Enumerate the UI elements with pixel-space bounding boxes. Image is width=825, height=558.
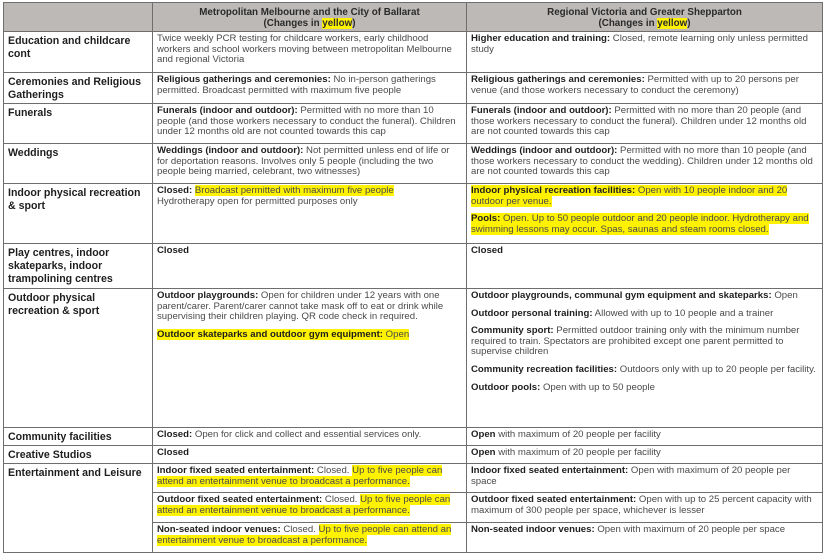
paragraph: [471, 146, 818, 178]
category-cell: Indoor physical recreation & sport: [4, 184, 153, 244]
text-segment: Outdoors only with up to 20 people per facility.: [617, 363, 816, 375]
regional-cell: [467, 184, 823, 244]
paragraph: [471, 291, 818, 302]
category-cell: Weddings: [4, 144, 153, 184]
text-segment: Up to five people can attend an entertainment venue to broadcast a performance.: [157, 494, 451, 516]
category-cell: Funerals: [4, 104, 153, 144]
text-segment: Allowed with up to 10 people and a trainer: [592, 307, 774, 319]
text-segment: Open for click and collect and essential services only.: [192, 429, 422, 440]
metro-cell: [153, 428, 467, 446]
table-row: [4, 104, 823, 144]
paragraph: [471, 365, 818, 376]
header-row: [4, 3, 823, 32]
bold-label: Closed: [157, 447, 189, 458]
text-segment: Open with up to 50 people: [540, 381, 655, 393]
bold-label: Outdoor fixed seated entertainment:: [157, 494, 323, 505]
category-cell: Community facilities: [4, 428, 153, 446]
regional-cell: [467, 104, 823, 144]
paragraph: [471, 106, 818, 138]
paragraph: [471, 383, 818, 394]
header-category: [4, 3, 153, 32]
restrictions-table: [3, 2, 823, 553]
regional-cell: [467, 32, 823, 73]
text-segment: Open with maximum of 20 people per space: [594, 524, 786, 535]
bold-label: Funerals (indoor and outdoor):: [157, 105, 298, 116]
regional-cell: [467, 244, 823, 289]
header-regional-yellow: yellow: [657, 17, 688, 29]
regional-cell: [467, 464, 823, 493]
bold-label: Open: [471, 447, 496, 458]
bold-label: Community sport:: [471, 325, 554, 337]
table-row: [4, 184, 823, 244]
bold-label: Religious gatherings and ceremonies:: [157, 74, 331, 85]
header-metro-yellow: yellow: [322, 17, 353, 29]
bold-label: Outdoor playgrounds:: [157, 290, 259, 301]
metro-cell: [153, 32, 467, 73]
table-row: [4, 446, 823, 464]
category-cell: Play centres, indoor skateparks, indoor trampolining centres: [4, 244, 153, 289]
text-segment: Open with 10 people indoor and 20 outdoor per venue.: [471, 185, 788, 207]
bold-label: Community recreation facilities:: [471, 363, 618, 375]
text-segment: Open: [771, 290, 798, 301]
paragraph: [471, 246, 818, 257]
regional-cell: [467, 144, 823, 184]
bold-label: Outdoor personal training:: [471, 307, 593, 319]
text-segment: Up to five people can attend an entertainment venue to broadcast a performance.: [157, 465, 443, 487]
bold-label: Closed: [157, 245, 189, 256]
paragraph: [157, 495, 462, 516]
paragraph: [157, 146, 462, 178]
text-segment: with maximum of 20 people per facility: [495, 429, 661, 440]
category-cell: Outdoor physical recreation & sport: [4, 289, 153, 428]
text-segment: Permitted with no more than 10 people (and those workers necessary to conduct the funeral). Children under 12 months old are not counted towards this cap: [157, 105, 456, 138]
metro-cell: [153, 493, 467, 523]
category-cell: Education and childcare cont: [4, 32, 153, 73]
bold-label: Funerals (indoor and outdoor):: [471, 105, 612, 116]
text-segment: Open with up to 25 percent capacity with maximum of 300 people per space, whichever is lesser: [471, 494, 812, 516]
bold-label: Religious gatherings and ceremonies:: [471, 74, 645, 85]
metro-cell: [153, 289, 467, 428]
bold-label: Weddings (indoor and outdoor):: [471, 145, 618, 156]
text-segment: Permitted outdoor training only with the minimum number required to train. Spectators are prohibited except one parent permitted to supervise children: [471, 325, 800, 358]
paragraph: [471, 309, 818, 320]
table-row: [4, 464, 823, 493]
header-metro-title: Metropolitan Melbourne and the City of Ballarat: [199, 6, 420, 18]
metro-cell: [153, 73, 467, 104]
text-segment: Broadcast permitted with maximum five people: [194, 185, 394, 196]
bold-label: Outdoor skateparks and outdoor gym equipment:: [157, 328, 384, 340]
paragraph: [157, 34, 462, 66]
header-regional: [467, 3, 823, 32]
paragraph: [471, 75, 818, 96]
regional-cell: [467, 493, 823, 523]
text-segment: Hydrotherapy open for permitted purposes only: [157, 195, 358, 207]
paragraph: [157, 75, 462, 96]
table-row: [4, 144, 823, 184]
text-segment: Open with maximum of 20 people per space: [471, 465, 791, 487]
header-metro: [153, 3, 467, 32]
regional-cell: [467, 523, 823, 553]
text-segment: Permitted with no more than 20 people (and those workers necessary to conduct the funeral). Children under 12 months old are not counted towards this cap: [471, 105, 807, 138]
text-segment: Permitted with up to 20 persons per venue (and those workers necessary to conduct the ceremony): [471, 74, 799, 96]
paragraph: [157, 246, 462, 257]
paragraph: [157, 430, 462, 441]
text-segment: Open: [383, 328, 410, 340]
metro-cell: [153, 523, 467, 553]
metro-cell: [153, 104, 467, 144]
text-segment: Up to five people can attend an entertainment venue to broadcast a performance.: [157, 524, 452, 546]
category-cell: Entertainment and Leisure: [4, 464, 153, 553]
paragraph: [157, 291, 462, 323]
bold-label: Pools:: [471, 213, 501, 225]
paragraph: [157, 525, 462, 546]
table-row: [4, 244, 823, 289]
paragraph: [471, 186, 818, 207]
bold-label: Open: [471, 429, 496, 440]
metro-cell: [153, 184, 467, 244]
bold-label: Non-seated indoor venues:: [471, 524, 595, 535]
text-segment: Open. Up to 50 people outdoor and 20 people indoor. Hydrotherapy and swimming lessons may occur. Spas, saunas and steam rooms closed.: [471, 213, 809, 235]
header-regional-sub: (Changes in: [598, 17, 658, 29]
metro-cell: [153, 446, 467, 464]
bold-label: Indoor fixed seated entertainment:: [157, 465, 315, 476]
regional-cell: [467, 289, 823, 428]
text-segment: with maximum of 20 people per facility: [495, 447, 661, 458]
paragraph: [157, 330, 462, 341]
metro-cell: [153, 464, 467, 493]
regional-cell: [467, 446, 823, 464]
header-regional-sub-end: ): [687, 17, 691, 29]
bold-label: Closed: [471, 245, 503, 256]
category-cell: Creative Studios: [4, 446, 153, 464]
table-row: [4, 289, 823, 428]
paragraph: [157, 448, 462, 459]
category-cell: Ceremonies and Religious Gatherings: [4, 73, 153, 104]
text-segment: Twice weekly PCR testing for childcare workers, early childhood workers and school workers moving between metropolitan Melbourne and regional Victoria: [157, 33, 452, 66]
bold-label: Higher education and training:: [471, 33, 611, 44]
regional-cell: [467, 73, 823, 104]
paragraph: [471, 466, 818, 487]
regional-cell: [467, 428, 823, 446]
paragraph: [471, 430, 818, 441]
bold-label: Closed:: [157, 429, 193, 440]
header-metro-sub: (Changes in: [263, 17, 323, 29]
bold-label: Weddings (indoor and outdoor):: [157, 145, 304, 156]
paragraph: [157, 106, 462, 138]
table-row: [4, 32, 823, 73]
text-segment: Closed.: [314, 465, 353, 476]
bold-label: Indoor physical recreation facilities:: [471, 185, 636, 196]
bold-label: Closed:: [157, 185, 193, 196]
bold-label: Indoor fixed seated entertainment:: [471, 465, 629, 476]
text-segment: Closed, remote learning only unless permitted study: [471, 33, 808, 55]
paragraph: [471, 34, 818, 55]
paragraph: [471, 448, 818, 459]
paragraph: [157, 186, 462, 207]
table-row: [4, 428, 823, 446]
paragraph: [157, 466, 462, 487]
paragraph: [471, 214, 818, 235]
bold-label: Outdoor playgrounds, communal gym equipment and skateparks:: [471, 290, 772, 301]
bold-label: Non-seated indoor venues:: [157, 524, 281, 535]
text-segment: Not permitted unless end of life or for deportation reasons. Involves only 5 people (including the two people being married, celebrant, two witnesses): [157, 145, 450, 178]
bold-label: Outdoor pools:: [471, 381, 541, 393]
paragraph: [471, 495, 818, 516]
bold-label: Outdoor fixed seated entertainment:: [471, 494, 637, 505]
paragraph: [471, 326, 818, 358]
header-metro-sub-end: ): [352, 17, 356, 29]
table-row: [4, 73, 823, 104]
text-segment: No in-person gatherings permitted. Broadcast permitted with maximum five people: [157, 74, 436, 96]
text-segment: Closed.: [280, 524, 319, 535]
header-regional-title: Regional Victoria and Greater Shepparton: [547, 6, 742, 18]
text-segment: Permitted with no more than 10 people (and those workers necessary to conduct the wedding). Children under 12 months old are not counted towards this cap: [471, 145, 813, 178]
text-segment: Open for children under 12 years with one parent/carer. Parent/carer cannot take mask off to eat or drink while supervising their children playing. QR code check in required.: [157, 290, 444, 323]
paragraph: [471, 525, 818, 536]
metro-cell: [153, 244, 467, 289]
metro-cell: [153, 144, 467, 184]
text-segment: Closed.: [322, 494, 361, 505]
